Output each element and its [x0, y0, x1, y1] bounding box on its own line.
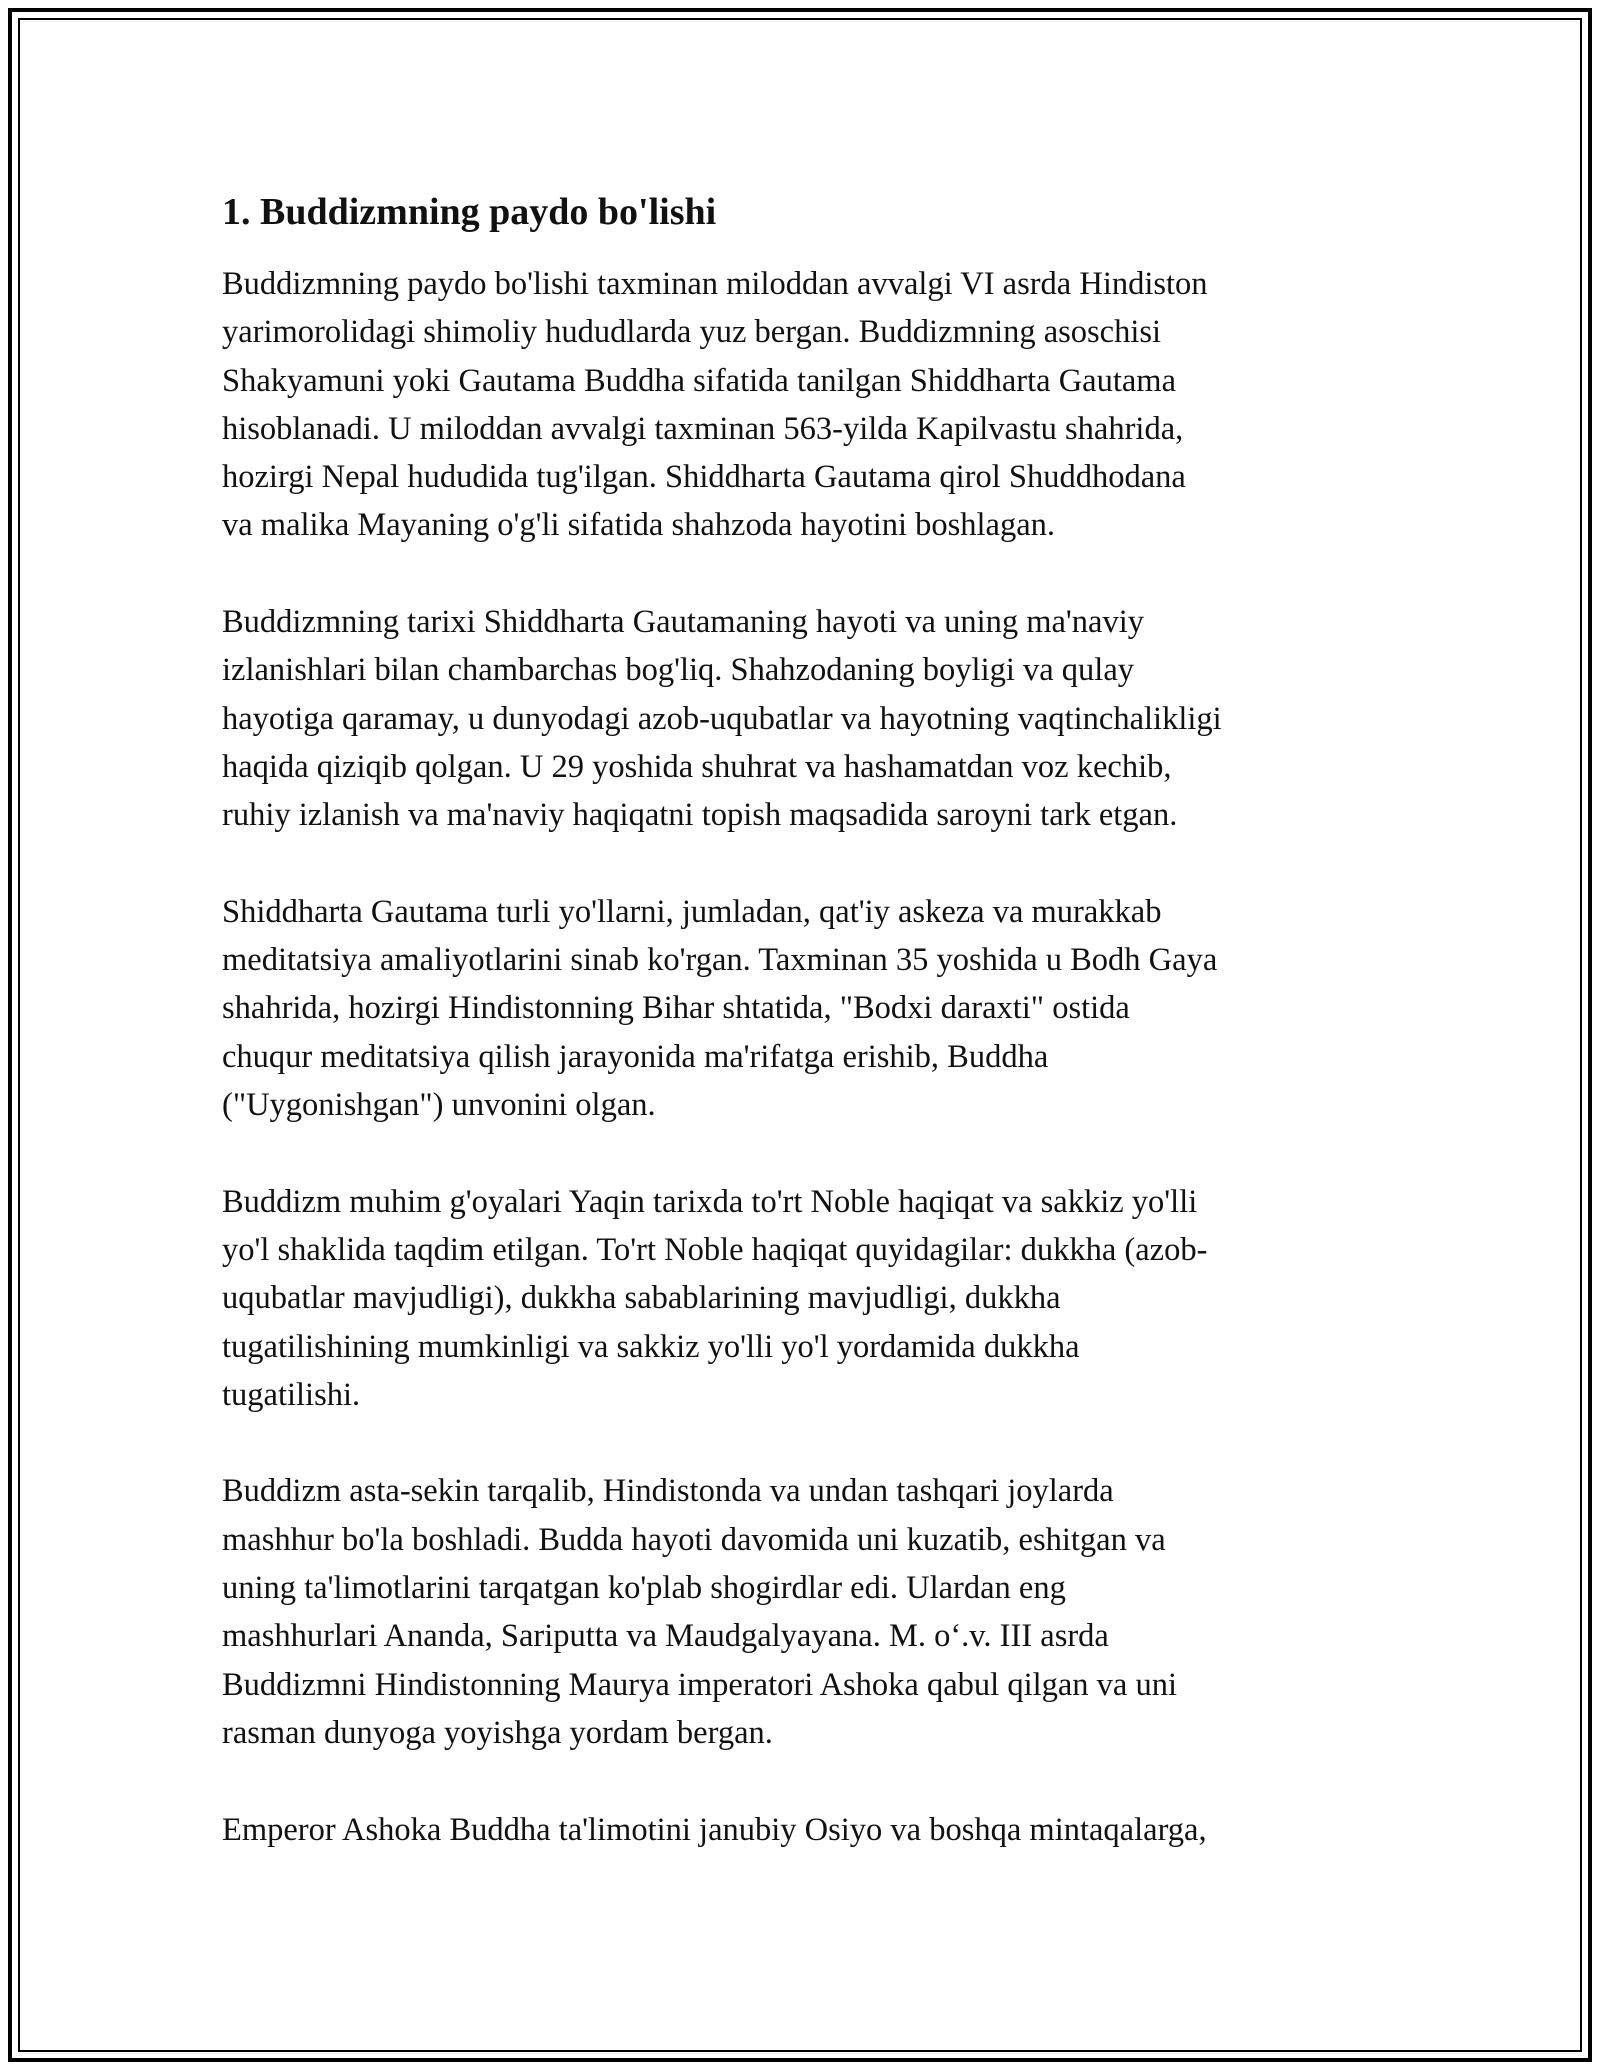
text-line: shahrida, hozirgi Hindistonning Bihar shtatida, "Bodxi daraxti" ostida: [222, 990, 1130, 1027]
text-line: hayotiga qaramay, u dunyodagi azob-uqubatlar va hayotning vaqtinchalikligi: [222, 700, 1222, 737]
text-line: hisoblanadi. U miloddan avvalgi taxminan 563-yilda Kapilvastu shahrida,: [222, 410, 1184, 447]
document-body: [222, 160, 1382, 1902]
text-line: uqubatlar mavjudligi), dukkha sabablarining mavjudligi, dukkha: [222, 1280, 1061, 1317]
text-line: Shiddharta Gautama turli yo'llarni, jumladan, qat'iy askeza va murakkab: [222, 893, 1162, 930]
text-line: Shakyamuni yoki Gautama Buddha sifatida tanilgan Shiddharta Gautama: [222, 362, 1177, 399]
text-line: Emperor Ashoka Buddha ta'limotini janubiy Osiyo va boshqa mintaqalarga,: [222, 1811, 1207, 1848]
text-line: mashhurlari Ananda, Sariputta va Maudgalyayana. M. o‘.v. III asrda: [222, 1618, 1109, 1655]
text-line: Buddizm asta-sekin tarqalib, Hindistonda va undan tashqari joylarda: [222, 1473, 1114, 1510]
text-line: Buddizmni Hindistonning Maurya imperatori Ashoka qabul qilgan va uni: [222, 1666, 1178, 1703]
text-line: ruhiy izlanish va ma'naviy haqiqatni topish maqsadida saroyni tark etgan.: [222, 797, 1178, 834]
paragraph: [222, 1806, 1382, 1854]
text-line: rasman dunyoga yoyishga yordam bergan.: [222, 1714, 773, 1751]
text-line: Buddizmning tarixi Shiddharta Gautamaning hayoti va uning ma'naviy: [222, 604, 1144, 641]
text-line: hozirgi Nepal hududida tug'ilgan. Shiddharta Gautama qirol Shuddhodana: [222, 459, 1186, 496]
text-line: ("Uygonishgan") unvonini olgan.: [222, 1087, 656, 1124]
text-line: haqida qiziqib qolgan. U 29 yoshida shuhrat va hashamatdan voz kechib,: [222, 748, 1172, 785]
text-line: meditatsiya amaliyotlarini sinab ko'rgan. Taxminan 35 yoshida u Bodh Gaya: [222, 942, 1218, 979]
text-line: izlanishlari bilan chambarchas bog'liq. Shahzodaning boyligi va qulay: [222, 652, 1135, 689]
section-heading: 1. Buddizmning paydo bo'lishi: [222, 191, 717, 233]
text-line: Buddizm muhim g'oyalari Yaqin tarixda to'rt Noble haqiqat va sakkiz yo'lli: [222, 1183, 1198, 1220]
text-line: uning ta'limotlarini tarqatgan ko'plab shogirdlar edi. Ulardan eng: [222, 1570, 1066, 1607]
text-line: Buddizmning paydo bo'lishi taxminan miloddan avvalgi VI asrda Hindiston: [222, 266, 1208, 302]
text-line: va malika Mayaning o'g'li sifatida shahzoda hayotini boshlagan.: [222, 507, 1056, 544]
paragraph: [222, 260, 1382, 550]
text-line: chuqur meditatsiya qilish jarayonida ma'rifatga erishib, Buddha: [222, 1038, 1049, 1075]
text-line: yo'l shaklida taqdim etilgan. To'rt Noble haqiqat quyidagilar: dukkha (azob-: [222, 1231, 1208, 1268]
paragraph: [222, 598, 1382, 839]
text-line: yarimorolidagi shimoliy hududlarda yuz bergan. Buddizmning asoschisi: [222, 314, 1162, 351]
text-line: mashhur bo'la boshladi. Budda hayoti davomida uni kuzatib, eshitgan va: [222, 1521, 1166, 1558]
paragraph: [222, 1178, 1382, 1419]
text-line: tugatilishi.: [222, 1376, 361, 1413]
text-line: tugatilishining mumkinligi va sakkiz yo'lli yo'l yordamida dukkha: [222, 1328, 1080, 1365]
paragraph: [222, 888, 1382, 1129]
paragraph: [222, 1467, 1382, 1757]
